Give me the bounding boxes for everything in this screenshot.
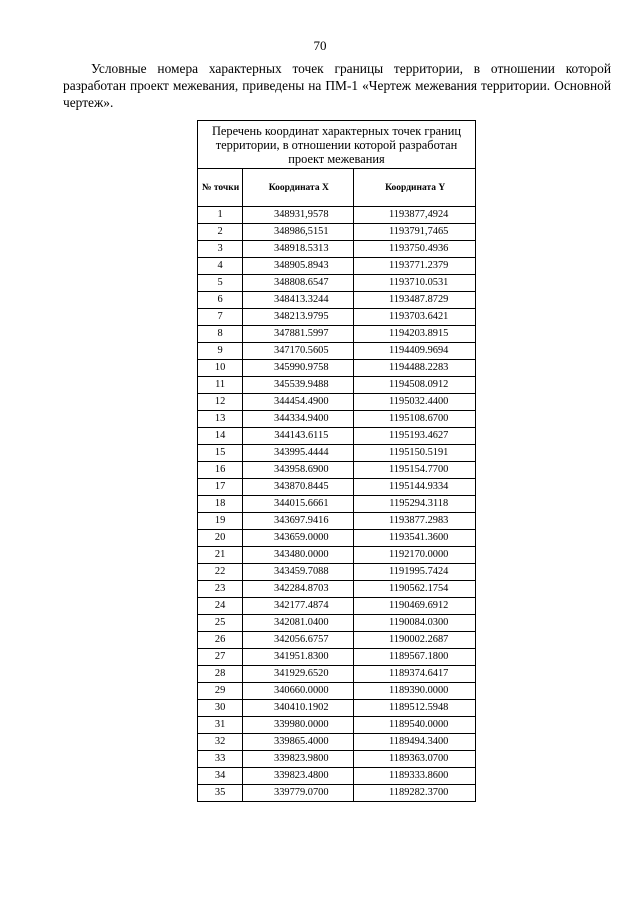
table-head [198,121,476,207]
coordinate-x-cell: 348931,9578 [243,207,354,224]
coordinate-y-cell: 1189363.0700 [354,751,476,768]
coordinate-x-cell: 348986,5151 [243,224,354,241]
coordinate-x-cell: 344334.9400 [243,411,354,428]
point-number-cell: 19 [198,513,243,530]
point-number-cell: 9 [198,343,243,360]
coordinate-x-cell: 341929.6520 [243,666,354,683]
coordinate-x-cell: 343459.7088 [243,564,354,581]
coordinate-y-cell: 1193877.2983 [354,513,476,530]
point-number-cell: 14 [198,428,243,445]
coordinate-y-cell: 1193541.3600 [354,530,476,547]
table-row [198,632,476,649]
coordinate-y-cell: 1189567.1800 [354,649,476,666]
coordinate-y-cell: 1195150.5191 [354,445,476,462]
point-number-cell: 2 [198,224,243,241]
table-row [198,394,476,411]
table-row [198,462,476,479]
coordinate-x-cell: 343659.0000 [243,530,354,547]
table-row [198,734,476,751]
coordinate-x-cell: 348413.3244 [243,292,354,309]
coordinate-x-cell: 345990.9758 [243,360,354,377]
table-row [198,479,476,496]
coordinate-x-cell: 348905.8943 [243,258,354,275]
coordinate-x-cell: 344454.4900 [243,394,354,411]
point-number-cell: 3 [198,241,243,258]
point-number-cell: 26 [198,632,243,649]
coordinate-x-cell: 342056.6757 [243,632,354,649]
coordinate-x-cell: 343958.6900 [243,462,354,479]
coordinate-x-cell: 340410.1902 [243,700,354,717]
coordinate-y-cell: 1195294.3118 [354,496,476,513]
table-body [198,207,476,802]
coordinate-y-cell: 1193703.6421 [354,309,476,326]
coordinate-x-cell: 345539.9488 [243,377,354,394]
table-row [198,496,476,513]
header-coordinate-y: Координата Y [354,169,476,207]
coordinate-y-cell: 1193791,7465 [354,224,476,241]
coordinate-y-cell: 1194203.8915 [354,326,476,343]
coordinate-y-cell: 1195032.4400 [354,394,476,411]
point-number-cell: 6 [198,292,243,309]
intro-paragraph: Условные номера характерных точек границы территории, в отношении которой разработан проект межевания, приведены на ПМ-1 «Чертеж межевания территории. Основной чертеж». [63,61,611,110]
table-row [198,717,476,734]
coordinate-x-cell: 343480.0000 [243,547,354,564]
coordinate-x-cell: 347881.5997 [243,326,354,343]
table-row [198,785,476,802]
header-row [198,169,476,207]
table-caption: Перечень координат характерных точек границ территории, в отношении которой разработан проект межевания [198,121,476,169]
coordinate-y-cell: 1190469.6912 [354,598,476,615]
point-number-cell: 27 [198,649,243,666]
coordinate-y-cell: 1189512.5948 [354,700,476,717]
point-number-cell: 21 [198,547,243,564]
point-number-cell: 35 [198,785,243,802]
point-number-cell: 4 [198,258,243,275]
table-row [198,377,476,394]
coordinate-y-cell: 1193750.4936 [354,241,476,258]
point-number-cell: 15 [198,445,243,462]
coordinate-y-cell: 1194508.0912 [354,377,476,394]
point-number-cell: 12 [198,394,243,411]
coordinate-y-cell: 1192170.0000 [354,547,476,564]
coordinate-y-cell: 1190084.0300 [354,615,476,632]
coordinate-y-cell: 1193771.2379 [354,258,476,275]
coordinate-y-cell: 1190002.2687 [354,632,476,649]
coordinate-x-cell: 339779.0700 [243,785,354,802]
point-number-cell: 25 [198,615,243,632]
coordinate-x-cell: 344143.6115 [243,428,354,445]
table-row [198,411,476,428]
point-number-cell: 23 [198,581,243,598]
coordinate-x-cell: 343870.8445 [243,479,354,496]
point-number-cell: 11 [198,377,243,394]
coordinate-x-cell: 344015.6661 [243,496,354,513]
coordinate-y-cell: 1193487.8729 [354,292,476,309]
point-number-cell: 31 [198,717,243,734]
coordinate-x-cell: 348808.6547 [243,275,354,292]
table-row [198,564,476,581]
coordinate-x-cell: 343697.9416 [243,513,354,530]
coordinate-y-cell: 1193710.0531 [354,275,476,292]
coordinates-table [197,120,476,802]
coordinate-x-cell: 339823.4800 [243,768,354,785]
coordinate-x-cell: 341951.8300 [243,649,354,666]
coordinate-y-cell: 1194488.2283 [354,360,476,377]
table-row [198,598,476,615]
coordinate-y-cell: 1189282.3700 [354,785,476,802]
table-row [198,751,476,768]
coordinate-y-cell: 1191995.7424 [354,564,476,581]
coordinate-y-cell: 1195144.9334 [354,479,476,496]
coordinate-x-cell: 342081.0400 [243,615,354,632]
table-row [198,530,476,547]
coordinate-x-cell: 348918.5313 [243,241,354,258]
point-number-cell: 17 [198,479,243,496]
table-row [198,258,476,275]
coordinate-y-cell: 1195154.7700 [354,462,476,479]
coordinate-y-cell: 1189333.8600 [354,768,476,785]
coordinate-y-cell: 1189374.6417 [354,666,476,683]
point-number-cell: 8 [198,326,243,343]
table-row [198,581,476,598]
point-number-cell: 1 [198,207,243,224]
table-row [198,292,476,309]
table-row [198,275,476,292]
point-number-cell: 34 [198,768,243,785]
table-row [198,615,476,632]
point-number-cell: 18 [198,496,243,513]
header-point-number: № точки [198,169,243,207]
coordinate-x-cell: 343995.4444 [243,445,354,462]
table-row [198,700,476,717]
point-number-cell: 28 [198,666,243,683]
table-row [198,360,476,377]
table-row [198,547,476,564]
coordinate-y-cell: 1189494.3400 [354,734,476,751]
table-row [198,207,476,224]
table-row [198,513,476,530]
coordinate-x-cell: 339865.4000 [243,734,354,751]
table-row [198,309,476,326]
coordinate-x-cell: 342284.8703 [243,581,354,598]
point-number-cell: 22 [198,564,243,581]
point-number-cell: 10 [198,360,243,377]
coordinate-y-cell: 1193877,4924 [354,207,476,224]
coordinate-y-cell: 1189540.0000 [354,717,476,734]
coordinate-x-cell: 339980.0000 [243,717,354,734]
table-row [198,649,476,666]
point-number-cell: 7 [198,309,243,326]
table-row [198,241,476,258]
table-row [198,768,476,785]
coordinate-x-cell: 347170.5605 [243,343,354,360]
table-row [198,683,476,700]
point-number-cell: 29 [198,683,243,700]
caption-row [198,121,476,169]
point-number-cell: 33 [198,751,243,768]
coordinate-y-cell: 1189390.0000 [354,683,476,700]
coordinate-x-cell: 342177.4874 [243,598,354,615]
point-number-cell: 13 [198,411,243,428]
coordinate-y-cell: 1190562.1754 [354,581,476,598]
coordinate-y-cell: 1194409.9694 [354,343,476,360]
table-row [198,445,476,462]
point-number-cell: 20 [198,530,243,547]
coordinate-x-cell: 348213.9795 [243,309,354,326]
table-row [198,326,476,343]
table-row [198,428,476,445]
coordinate-x-cell: 339823.9800 [243,751,354,768]
point-number-cell: 24 [198,598,243,615]
point-number-cell: 30 [198,700,243,717]
coordinate-x-cell: 340660.0000 [243,683,354,700]
coordinate-y-cell: 1195193.4627 [354,428,476,445]
page-number: 70 [313,38,327,53]
table-row [198,666,476,683]
point-number-cell: 16 [198,462,243,479]
table-row [198,224,476,241]
point-number-cell: 32 [198,734,243,751]
table-row [198,343,476,360]
coordinate-y-cell: 1195108.6700 [354,411,476,428]
point-number-cell: 5 [198,275,243,292]
header-coordinate-x: Координата X [243,169,354,207]
